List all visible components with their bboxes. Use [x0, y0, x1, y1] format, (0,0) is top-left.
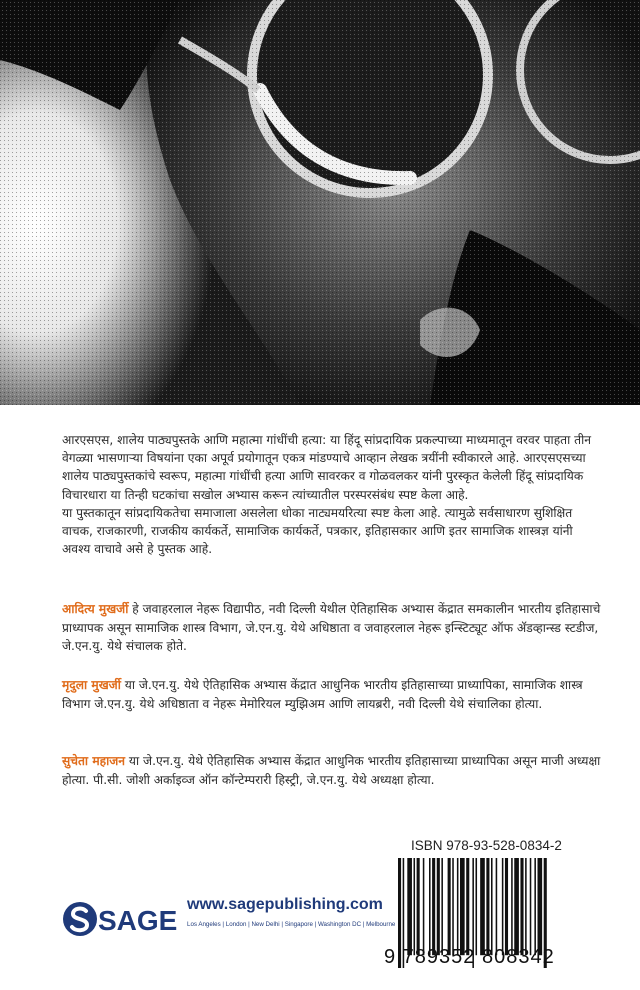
- cover-photo: [0, 0, 640, 405]
- barcode-bar: [457, 858, 459, 955]
- barcode-bar: [491, 858, 493, 955]
- barcode-bar: [441, 858, 443, 955]
- barcode-bar: [480, 858, 485, 955]
- barcode-bar: [448, 858, 451, 955]
- portrait-with-glasses-image: [0, 0, 640, 405]
- barcode-bar: [505, 858, 508, 955]
- barcode-bar: [437, 858, 440, 955]
- blurb-paragraph-2: या पुस्तकातून सांप्रदायिकतेचा समाजाला असलेला धोका नाट्यमयरित्या स्पष्ट केला आहे. त्यामुळे सर्वसाधारण सुशिक्षित वाचक, राजकारणी, राजकीय कार्यकर्ते, सामाजिक कार्यकर्ते, पत्रकार, इतिहासकार आणि इतर सामाजिक शास्त्रज्ञ यांनी अवश्य वाचावे असे हे पुस्तक आहे.: [62, 505, 573, 557]
- barcode-bar: [476, 858, 478, 955]
- blurb: [62, 431, 598, 558]
- barcode-bar: [514, 858, 519, 955]
- author-bio-2: [62, 676, 602, 713]
- barcode-bar: [496, 858, 498, 955]
- barcode-bar: [460, 858, 465, 955]
- barcode-bar: [486, 858, 489, 955]
- barcode-digits: 9 789352 808342: [384, 946, 555, 968]
- barcode-bar: [432, 858, 435, 955]
- barcode-bar: [520, 858, 523, 955]
- barcode-bar: [538, 858, 543, 955]
- author-bio-3: [62, 752, 602, 789]
- barcode-bar: [414, 858, 416, 955]
- barcode-bar: [534, 858, 536, 955]
- sage-logo-icon: [62, 899, 180, 939]
- barcode-bar: [466, 858, 469, 955]
- barcode-bar: [417, 858, 420, 955]
- publisher-cities: Los Angeles | London | New Delhi | Singapore | Washington DC | Melbourne: [187, 921, 396, 928]
- author-name: आदित्य मुखर्जी: [62, 602, 129, 616]
- barcode-bar: [429, 858, 431, 955]
- author-name: सुचेता महाजन: [62, 754, 126, 768]
- barcode-bar: [423, 858, 425, 955]
- isbn-label: ISBN 978-93-528-0834-2: [411, 838, 562, 853]
- barcode-bar: [407, 858, 412, 955]
- author-bio-text: या जे.एन.यु. येथे ऐतिहासिक अभ्यास केंद्रात आधुनिक भारतीय इतिहासाच्या प्राध्यापिका असून माजी अध्यक्षा होत्या. पी.सी. जोशी अर्काइव्ज ऑन कॉन्टेम्परारी हिस्ट्री, जे.एन.यु. येथे अध्यक्षा होत्या.: [62, 754, 601, 787]
- barcode-bar: [530, 858, 532, 955]
- barcode-bar: [452, 858, 454, 955]
- svg-text:SAGE: SAGE: [98, 905, 178, 936]
- publisher-website-link[interactable]: www.sagepublishing.com: [187, 896, 383, 913]
- author-bio-text: हे जवाहरलाल नेहरू विद्यापीठ, नवी दिल्ली येथील ऐतिहासिक अभ्यास केंद्रात समकालीन भारतीय इतिहासाचे प्राध्यापक असून सामाजिक शास्त्र विभाग, जे.एन.यु. येथे अधिष्ठाता व जवाहरलाल नेहरू इन्स्टिट्यूट ऑफ ॲडव्हान्स्ड स्टडीज, जे.एन.यु. येथे संचालक होते.: [62, 602, 601, 654]
- barcode-bar: [511, 858, 513, 955]
- blurb-paragraph-1: आरएसएस, शालेय पाठ्यपुस्तके आणि महात्मा गांधींची हत्या: या हिंदू सांप्रदायिक प्रकल्पाच्या माध्यमातून वरवर पाहता तीन वेगळ्या भासणाऱ्या विषयांना एका अपूर्व प्रयोगातून एकत्र मांडण्याचे आव्हान लेखक त्रयींनी स्वीकारले आहे. आरएसएसच्या शालेय पाठ्यपुस्तकांचे स्वरूप, महात्मा गांधींची हत्या आणि सावरकर व गोळवलकर यांनी पुरस्कृत केलेली हिंदू सांप्रदायिक विचारधारा या तिन्ही घटकांचा सखोल अभ्यास करून त्यांच्यातील परस्परसंबंध स्पष्ट केला आहे.: [62, 433, 592, 502]
- author-name: मृदुला मुखर्जी: [62, 678, 121, 692]
- barcode-bar: [502, 858, 504, 955]
- barcode-bar: [525, 858, 527, 955]
- author-bio-text: या जे.एन.यु. येथे ऐतिहासिक अभ्यास केंद्रात आधुनिक भारतीय इतिहासाच्या प्राध्यापिका, सामाजिक शास्त्र विभाग जे.एन.यु. येथे अधिष्ठाता व नेहरू मेमोरियल म्युझिअम आणि लायब्ररी, नवी दिल्ली येथे संचालिका होत्या.: [62, 678, 583, 711]
- author-bio-1: [62, 600, 602, 656]
